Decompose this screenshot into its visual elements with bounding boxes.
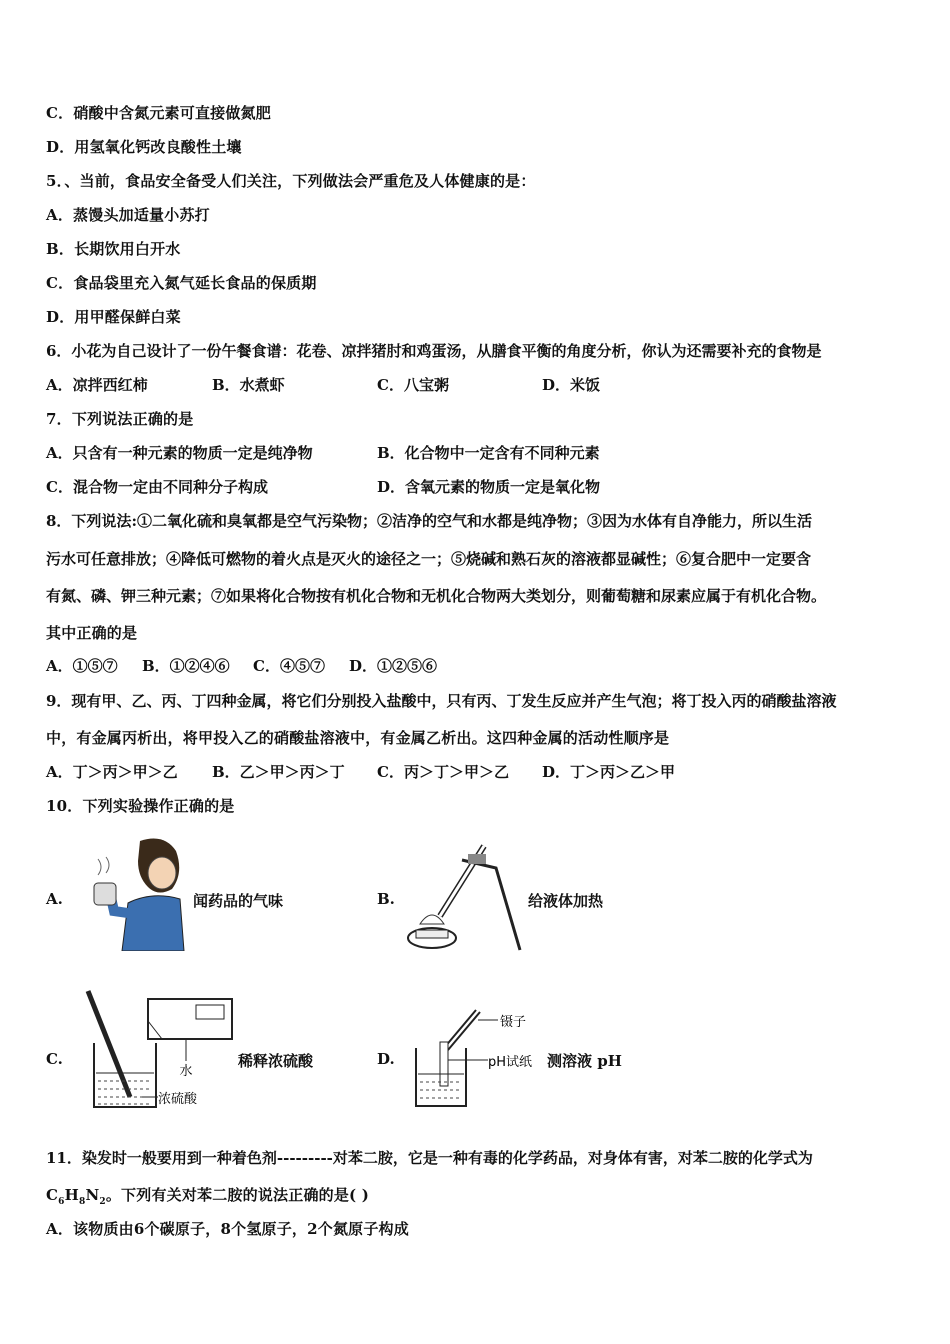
q4-option-d: D．用氢氧化钙改良酸性土壤 — [46, 138, 242, 156]
tweezers-label: 镊子 — [500, 1015, 527, 1030]
q5-option-a: A．蒸馒头加适量小苏打 — [46, 206, 210, 224]
acid-label: 浓硫酸 — [158, 1092, 198, 1107]
q10-b-letter: B. — [377, 890, 395, 908]
q10-d-letter: D. — [377, 1050, 395, 1068]
q5-option-b: B．长期饮用白开水 — [46, 240, 181, 258]
q10-d-caption: 测溶液 pH — [547, 1052, 622, 1070]
q5-stem: 5．、当前，食品安全备受人们关注，下列做法会严重危及人体健康的是： — [46, 172, 536, 190]
q11-option-a: A．该物质由6个碳原子，8个氢原子，2个氮原子构成 — [46, 1220, 409, 1238]
q9-option-d: D．丁＞丙＞乙＞甲 — [542, 763, 676, 781]
formula: $C_6H_8N_2$ — [46, 1186, 106, 1207]
q10-c-letter: C. — [46, 1050, 63, 1068]
q8-stem-line4: 其中正确的是 — [46, 624, 138, 642]
q10-a-caption: 闻药品的气味 — [193, 892, 284, 910]
q7-option-d: D．含氧元素的物质一定是氧化物 — [377, 478, 601, 496]
q6-option-b: B．水煮虾 — [212, 376, 285, 394]
q8-option-c: C．④⑤⑦ — [253, 657, 325, 675]
water-label: 水 — [179, 1064, 193, 1079]
q6-option-d: D．米饭 — [542, 376, 601, 394]
q10-b-caption: 给液体加热 — [528, 892, 604, 910]
q8-option-a: A．①⑤⑦ — [46, 657, 118, 675]
heating-figure — [404, 838, 524, 952]
dilution-figure — [82, 985, 242, 1115]
q5-option-d: D．用甲醛保鲜白菜 — [46, 308, 181, 326]
q8-stem-line1: 8．下列说法:①二氧化硫和臭氧都是空气污染物；②洁净的空气和水都是纯净物；③因为水体有自净能力，所以生活 — [46, 512, 812, 530]
q10-c-caption: 稀释浓硫酸 — [238, 1052, 314, 1070]
q7-option-a: A．只含有一种元素的物质一定是纯净物 — [46, 444, 313, 462]
ph-test-figure — [404, 1002, 544, 1114]
q6-stem: 6．小花为自己设计了一份午餐食谱：花卷、凉拌猪肘和鸡蛋汤，从膳食平衡的角度分析，你认为还需要补充的食物是 — [46, 342, 822, 360]
q11-stem-line2: $C_6H_8N_2$。下列有关对苯二胺的说法正确的是( ) — [46, 1186, 370, 1207]
q9-stem-line2: 中，有金属丙析出，将甲投入乙的硝酸盐溶液中，有金属乙析出。这四种金属的活动性顺序是 — [46, 729, 670, 747]
q8-option-b: B．①②④⑥ — [142, 657, 230, 675]
q10-a-letter: A. — [46, 890, 63, 908]
q6-option-c: C．八宝粥 — [377, 376, 449, 394]
q7-stem: 7．下列说法正确的是 — [46, 410, 194, 428]
q8-stem-line2: 污水可任意排放；④降低可燃物的着火点是灭火的途径之一；⑤烧碱和熟石灰的溶液都显碱性；⑥复合肥中一定要含 — [46, 550, 812, 568]
q8-option-d: D．①②⑤⑥ — [349, 657, 438, 675]
smelling-figure — [92, 833, 192, 951]
q9-option-b: B．乙＞甲＞丙＞丁 — [212, 763, 345, 781]
q5-option-c: C．食品袋里充入氮气延长食品的保质期 — [46, 274, 317, 292]
q9-option-a: A．丁＞丙＞甲＞乙 — [46, 763, 178, 781]
q9-stem-line1: 9．现有甲、乙、丙、丁四种金属，将它们分别投入盐酸中，只有丙、丁发生反应并产生气泡；将丁投入丙的硝酸盐溶液 — [46, 692, 837, 710]
q7-option-c: C．混合物一定由不同种分子构成 — [46, 478, 268, 496]
q6-option-a: A．凉拌西红柿 — [46, 376, 148, 394]
q7-option-b: B．化合物中一定含有不同种元素 — [377, 444, 600, 462]
q4-option-c: C．硝酸中含氮元素可直接做氮肥 — [46, 104, 271, 122]
q11-stem-line1: 11．染发时一般要用到一种着色剂---------对苯二胺，它是一种有毒的化学药品，对身体有害，对苯二胺的化学式为 — [46, 1149, 813, 1167]
q10-stem: 10．下列实验操作正确的是 — [46, 797, 235, 815]
q8-stem-line3: 有氮、磷、钾三种元素；⑦如果将化合物按有机化合物和无机化合物两大类划分，则葡萄糖和尿素应属于有机化合物。 — [46, 587, 827, 605]
ph-paper-label: pH试纸 — [488, 1055, 533, 1070]
q9-option-c: C．丙＞丁＞甲＞乙 — [377, 763, 509, 781]
